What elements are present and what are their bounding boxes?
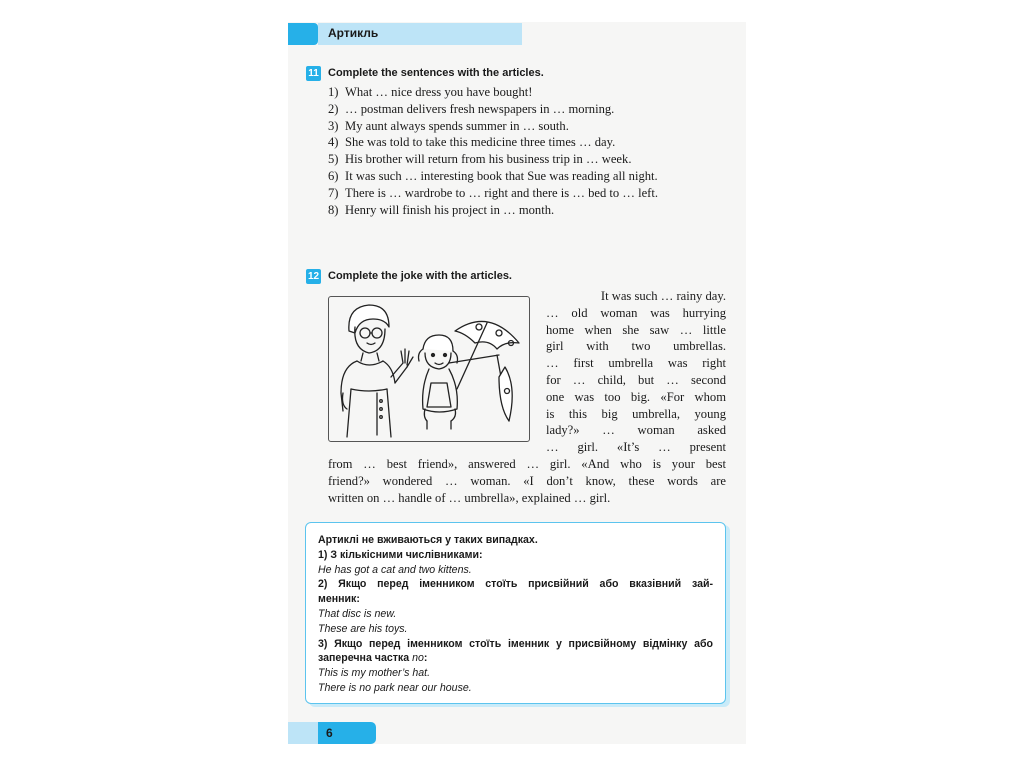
rule-item: 1) З кількісними числівниками: — [318, 548, 483, 561]
sentence-list — [328, 84, 726, 218]
page-number: 6 — [318, 722, 376, 744]
joke-line: for … child, but … second — [546, 372, 726, 387]
joke-text-continued — [328, 456, 726, 506]
illustration-drawing — [329, 297, 529, 441]
joke-line: from … best friend», answered … girl. «And who is your best — [328, 457, 726, 471]
joke-line: home when she saw … little — [546, 322, 726, 337]
sentence-text: There is … wardrobe to … right and there is … bed to … left. — [345, 185, 659, 200]
joke-line: is this big umbrella, young — [546, 406, 726, 421]
rule-item-continued: менник: — [318, 593, 360, 606]
footer-bar — [288, 722, 322, 744]
sentence-text: She was told to take this medicine three times … day. — [345, 135, 616, 150]
rule-item-continued — [318, 651, 713, 666]
sentence-item — [328, 202, 726, 219]
sentence-item — [328, 84, 726, 101]
rule-item: 3) Якщо перед іменником стоїть іменник у присвійному відмінку або — [318, 637, 713, 650]
joke-line: written on … handle of … umbrella», explained … girl. — [328, 490, 611, 505]
illustration-woman-and-girl — [328, 296, 530, 442]
joke-line: friend?» wondered … woman. «I don’t know, these words are — [328, 473, 726, 488]
sentence-number: 4) — [328, 135, 339, 150]
sentence-item — [328, 151, 726, 168]
sentence-text: My aunt always spends summer in … south. — [345, 118, 569, 133]
sentence-number: 1) — [328, 85, 339, 99]
sentence-text: It was such … interesting book that Sue was reading all night. — [345, 168, 658, 183]
sentence-number: 5) — [328, 152, 339, 167]
exercise-instruction: Complete the joke with the articles. — [328, 270, 512, 282]
sentence-text: Henry will finish his project in … month. — [345, 202, 555, 217]
sentence-item — [328, 101, 726, 118]
rule-example: These are his toys. — [318, 622, 408, 635]
rule-keyword: no — [412, 652, 424, 665]
rule-item: 2) Якщо перед іменником стоїть присвійний або вказівний зай- — [318, 578, 713, 591]
joke-line: one was too big. «For whom — [546, 389, 726, 404]
sentence-text: His brother will return from his business trip in … week. — [345, 152, 632, 167]
joke-line: … girl. «It’s … present — [546, 440, 726, 455]
sentence-text: What … nice dress you have bought! — [345, 85, 533, 99]
exercise-instruction: Complete the sentences with the articles. — [328, 67, 544, 79]
sentence-number: 8) — [328, 202, 339, 217]
joke-line: … first umbrella was right — [546, 356, 726, 371]
rule-text: : — [423, 652, 428, 665]
exercise-number-badge: 11 — [306, 66, 321, 81]
sentence-number: 2) — [328, 101, 339, 116]
joke-line: girl with two umbrellas. — [546, 339, 726, 354]
sentence-text: … postman delivers fresh newspapers in … morning. — [345, 101, 615, 116]
rule-intro: Артиклі не вживаються у таких випадках. — [318, 534, 538, 546]
sentence-number: 3) — [328, 118, 339, 133]
joke-line: … old woman was hurrying — [546, 305, 726, 320]
sentence-number: 6) — [328, 168, 339, 183]
sentence-item — [328, 134, 726, 151]
sentence-number: 7) — [328, 185, 339, 200]
rule-example: This is my mother’s hat. — [318, 667, 431, 680]
rule-text: заперечна частка — [318, 652, 413, 665]
sentence-item — [328, 168, 726, 185]
exercise-number-badge: 12 — [307, 271, 320, 282]
joke-text-column — [546, 288, 726, 456]
rule-example: He has got a cat and two kittens. — [318, 563, 472, 576]
rule-example: There is no park near our house. — [318, 681, 472, 694]
sentence-item — [328, 118, 726, 135]
textbook-page — [288, 22, 746, 744]
section-title: Артикль — [328, 26, 379, 40]
sentence-item — [328, 185, 726, 202]
grammar-rule-box — [305, 522, 726, 704]
header-tab — [288, 23, 318, 45]
joke-line: It was such … rainy day. — [600, 289, 726, 303]
joke-line: lady?» … woman asked — [546, 423, 726, 438]
rule-example: That disc is new. — [318, 607, 397, 620]
